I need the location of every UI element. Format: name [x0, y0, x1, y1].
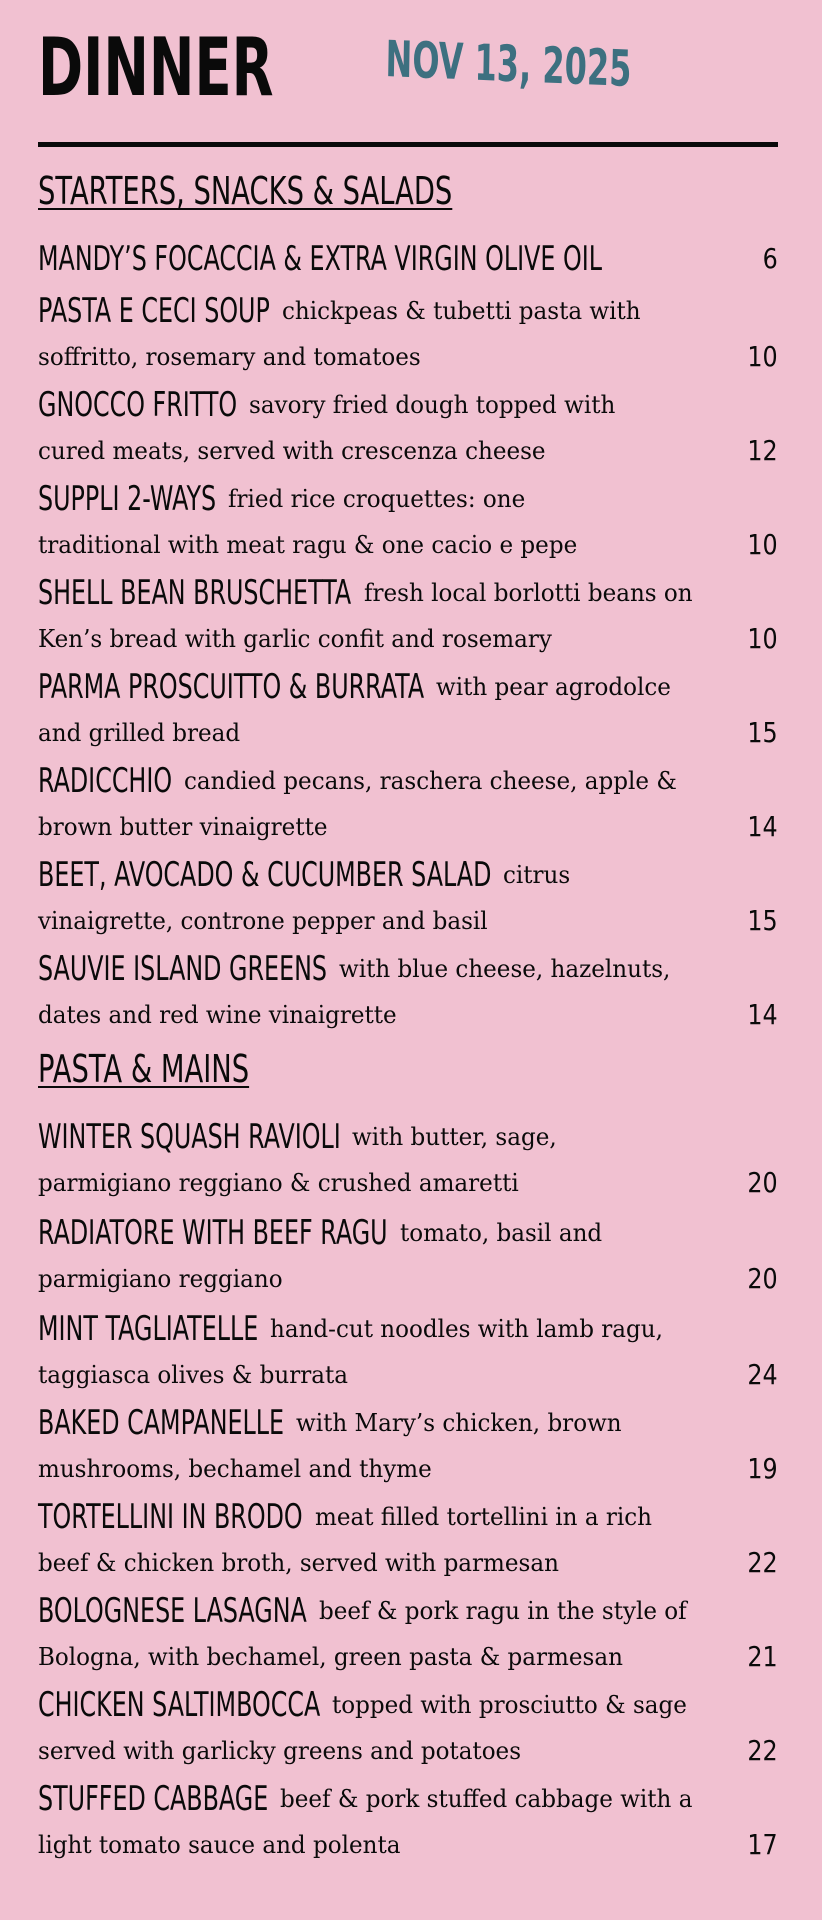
menu-item-name: WINTER SQUASH RAVIOLI — [38, 1117, 341, 1157]
menu-item — [38, 758, 778, 850]
menu-item — [38, 382, 778, 474]
menu-item-description: tomato, basil and — [399, 1219, 603, 1247]
menu-item-price: 10 — [747, 340, 778, 373]
menu-item — [38, 1210, 778, 1302]
menu-date: NOV 13, 2025 — [385, 30, 632, 99]
menu-item — [38, 288, 778, 380]
menu-item-description: with blue cheese, hazelnuts, — [338, 955, 671, 983]
menu-item-description-continued: and grilled bread — [38, 719, 241, 747]
menu-item-price: 15 — [747, 904, 778, 937]
menu-item — [38, 1776, 778, 1868]
menu-item-description: fresh local borlotti beans on — [363, 579, 693, 607]
menu-item — [38, 236, 778, 282]
menu-item-description-continued: mushrooms, bechamel and thyme — [38, 1455, 432, 1483]
menu-item-description-continued: cured meats, served with crescenza cheese — [38, 437, 546, 465]
menu-title: DINNER — [38, 21, 274, 114]
menu-item-description: hand-cut noodles with lamb ragu, — [270, 1315, 663, 1343]
menu-item-description: with Mary’s chicken, brown — [295, 1409, 622, 1437]
menu-item-name: MINT TAGLIATELLE — [38, 1309, 259, 1349]
menu-item-price: 14 — [747, 810, 778, 843]
menu-item — [38, 1682, 778, 1774]
menu-item-price: 20 — [747, 1262, 778, 1295]
menu-item-description-continued: vinaigrette, controne pepper and basil — [38, 907, 488, 935]
section-heading-starters: STARTERS, SNACKS & SALADS — [38, 169, 453, 213]
menu-item — [38, 852, 778, 944]
menu-item-price: 15 — [747, 716, 778, 749]
menu-page — [38, 0, 778, 1861]
menu-item-price: 12 — [747, 434, 778, 467]
menu-item-description-continued: taggiasca olives & burrata — [38, 1361, 348, 1389]
menu-item — [38, 664, 778, 756]
menu-item-name: SHELL BEAN BRUSCHETTA — [38, 573, 352, 613]
menu-item-name: STUFFED CABBAGE — [38, 1779, 269, 1819]
menu-item-description-continued: brown butter vinaigrette — [38, 813, 328, 841]
menu-item — [38, 1400, 778, 1492]
menu-item-name: MANDY’S FOCACCIA & EXTRA VIRGIN OLIVE OIL — [38, 239, 603, 279]
menu-item — [38, 1588, 778, 1680]
menu-header — [38, 0, 778, 142]
menu-item-description: savory fried dough topped with — [248, 391, 616, 419]
menu-item-description-continued: Ken’s bread with garlic confit and rosemary — [38, 625, 552, 653]
menu-item — [38, 570, 778, 662]
menu-item-description: topped with prosciutto & sage — [332, 1691, 688, 1719]
menu-item-name: SAUVIE ISLAND GREENS — [38, 949, 328, 989]
menu-item-description-continued: beef & chicken broth, served with parmesan — [38, 1549, 559, 1577]
menu-item-description: chickpeas & tubetti pasta with — [282, 297, 641, 325]
menu-item-description: beef & pork stuffed cabbage with a — [280, 1785, 693, 1813]
menu-item-description-continued: dates and red wine vinaigrette — [38, 1001, 397, 1029]
menu-item-price: 10 — [747, 622, 778, 655]
menu-item-name: BAKED CAMPANELLE — [38, 1403, 285, 1443]
menu-item-price: 19 — [747, 1452, 778, 1485]
menu-item-name: BOLOGNESE LASAGNA — [38, 1591, 307, 1631]
section-heading-pasta-mains: PASTA & MAINS — [38, 1047, 250, 1091]
menu-item-description-continued: parmigiano reggiano — [38, 1265, 283, 1293]
menu-item-price: 6 — [762, 242, 778, 275]
menu-item — [38, 946, 778, 1038]
menu-item — [38, 476, 778, 568]
menu-item-name: CHICKEN SALTIMBOCCA — [38, 1685, 321, 1725]
menu-item — [38, 1494, 778, 1586]
menu-item-description-continued: soffritto, rosemary and tomatoes — [38, 343, 421, 371]
menu-item-name: GNOCCO FRITTO — [38, 385, 238, 425]
menu-item-name: RADIATORE WITH BEEF RAGU — [38, 1213, 388, 1253]
menu-item — [38, 1114, 778, 1206]
menu-item-price: 10 — [747, 528, 778, 561]
menu-item-description-continued: parmigiano reggiano & crushed amaretti — [38, 1169, 519, 1197]
menu-item-price: 14 — [747, 998, 778, 1031]
menu-item-description-continued: light tomato sauce and polenta — [38, 1831, 401, 1859]
menu-item-name: TORTELLINI IN BRODO — [38, 1497, 303, 1537]
menu-item-description: meat filled tortellini in a rich — [314, 1503, 652, 1531]
menu-item-price: 17 — [747, 1828, 778, 1861]
menu-item-price: 22 — [747, 1546, 778, 1579]
header-divider — [38, 142, 778, 147]
menu-item-description: citrus — [503, 861, 571, 889]
menu-item-price: 20 — [747, 1166, 778, 1199]
menu-item-description-continued: Bologna, with bechamel, green pasta & parmesan — [38, 1643, 623, 1671]
menu-item-name: SUPPLI 2-WAYS — [38, 479, 217, 519]
menu-item-price: 22 — [747, 1734, 778, 1767]
menu-item-description: with butter, sage, — [352, 1123, 558, 1151]
menu-item-name: PARMA PROSCUITTO & BURRATA — [38, 667, 425, 707]
menu-item-description: beef & pork ragu in the style of — [318, 1597, 687, 1625]
menu-item-price: 24 — [747, 1358, 778, 1391]
menu-item-description: candied pecans, raschera cheese, apple & — [183, 767, 677, 795]
menu-item-description-continued: traditional with meat ragu & one cacio e pepe — [38, 531, 578, 559]
menu-item-price: 21 — [747, 1640, 778, 1673]
menu-item-description: with pear agrodolce — [435, 673, 671, 701]
menu-item-description: fried rice croquettes: one — [227, 485, 525, 513]
menu-item — [38, 1306, 778, 1398]
menu-item-name: PASTA E CECI SOUP — [38, 291, 270, 331]
menu-item-name: BEET, AVOCADO & CUCUMBER SALAD — [38, 855, 492, 895]
menu-item-name: RADICCHIO — [38, 761, 173, 801]
menu-item-description-continued: served with garlicky greens and potatoes — [38, 1737, 522, 1765]
